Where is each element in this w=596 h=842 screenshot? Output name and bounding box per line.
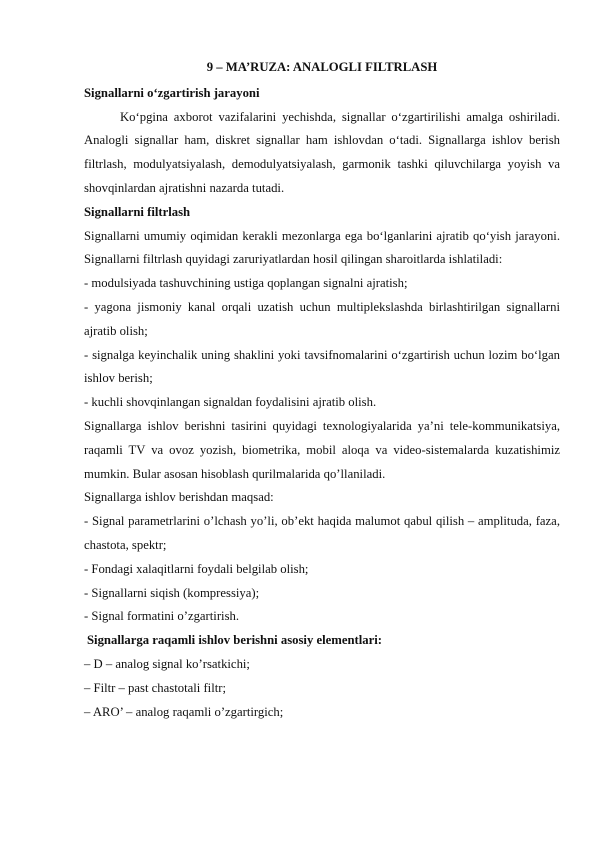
list-item-filtering-2: - yagona jismoniy kanal orqali uzatish uchun multiplekslashda birlashtirilgan signallarni ajratib olish; [84, 299, 560, 338]
paragraph-technologies: Signallarga ishlov berishni tasirini quyidagi texnologiyalarida ya’ni tele-kommunikatsiya, raqamli TV va ovoz yozish, biometrika, mobil aloqa va video-sistemalarda kuzatishimiz mumkin. Bular asosan hisoblash qurilmalarida qo’llaniladi. [84, 418, 560, 481]
list-item-purpose-4: - Signal formatini o’zgartirish. [84, 609, 240, 624]
section-heading-digital-processing-elements: Signallarga raqamli ishlov berishni asosiy elementlari: [87, 633, 382, 648]
list-item-filtering-1: - modulsiyada tashuvchining ustiga qoplangan signalni ajratish; [84, 276, 408, 291]
section-heading-signal-filtering: Signallarni filtrlash [84, 204, 191, 219]
paragraph-filtering-intro: Signallarni umumiy oqimidan kerakli mezonlarga ega bo‘lganlarini ajratib qo‘yish jarayoni. Signallarni filtrlash quyidagi zaruriyatlardan hosil qilingan sharoitlarda ishlatiladi: [84, 228, 560, 267]
document-page [84, 56, 560, 724]
list-item-purpose-2: - Fondagi xalaqitlarni foydali belgilab olish; [84, 561, 309, 576]
lecture-title: 9 – MA’RUZA: ANALOGLI FILTRLASH [206, 60, 438, 74]
paragraph-signal-transformation: Ko‘pgina axborot vazifalarini yechishda, signallar o‘zgartirilishi amalga oshiriladi. Analogli signallar ham, diskret signallar ham ishlovdan o‘tadi. Signallarga ishlov berish filtrlash, modulyatsiyalash, demodulyatsiyalash, garmonik tashki qiluvchilarga yoyish va shovqinlardan ajratishni nazarda tutadi. [84, 109, 560, 195]
list-item-purpose-3: - Signallarni siqish (kompressiya); [84, 585, 260, 600]
list-item-element-2: – Filtr – past chastotali filtr; [84, 680, 227, 695]
list-item-filtering-3: - signalga keyinchalik uning shaklini yoki tavsifnomalarini o‘zgartirish uchun lozim bo‘lgan ishlov berish; [84, 347, 560, 386]
paragraph-purpose-intro: Signallarga ishlov berishdan maqsad: [84, 490, 274, 505]
list-item-purpose-1: - Signal parametrlarini o’lchash yo’li, ob’ekt haqida malumot qabul qilish – amplituda, faza, chastota, spektr; [84, 514, 560, 552]
list-item-element-3: – ARO’ – analog raqamli o’zgartirgich; [84, 704, 284, 719]
list-item-filtering-4: - kuchli shovqinlangan signaldan foydalisini ajratib olish. [84, 395, 377, 410]
list-item-element-1: – D – analog signal ko’rsatkichi; [84, 656, 250, 671]
section-heading-signal-transformation: Signallarni o‘zgartirish jarayoni [84, 85, 260, 100]
